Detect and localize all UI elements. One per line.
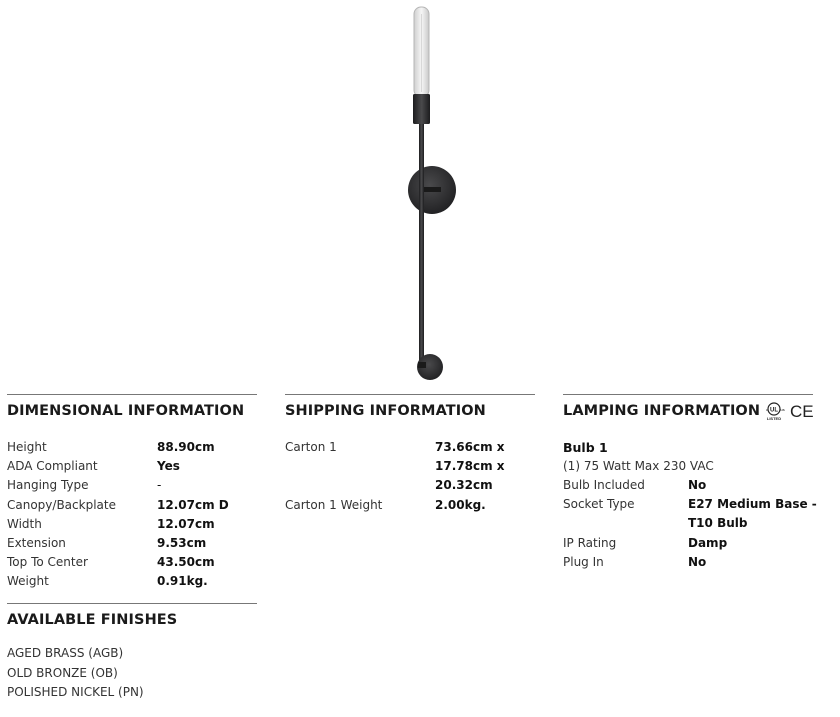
- spec-label: Canopy/Backplate: [7, 497, 116, 512]
- spec-value: Damp: [688, 535, 728, 550]
- finishes-list: [7, 644, 257, 703]
- spec-row-weight: [7, 572, 257, 591]
- spec-row-carton-1: [285, 438, 535, 496]
- lamping-heading: LAMPING INFORMATION: [563, 403, 761, 419]
- bulb: [414, 7, 429, 97]
- bulb-description: (1) 75 Watt Max 230 VAC: [563, 459, 714, 473]
- spec-value: 43.50cm: [157, 555, 215, 570]
- spec-row-hanging-type: [7, 476, 257, 495]
- spec-value: 2.00kg.: [435, 497, 486, 512]
- spec-row-width: [7, 515, 257, 534]
- spec-label: IP Rating: [563, 535, 617, 550]
- finish-item: AGED BRASS (AGB): [7, 646, 124, 660]
- section-divider: [7, 394, 257, 395]
- spec-label: ADA Compliant: [7, 459, 98, 474]
- spec-label: Carton 1: [285, 440, 337, 454]
- spec-row-ip-rating: [563, 534, 813, 553]
- ul-listed-icon: [766, 403, 785, 421]
- bulb-title: Bulb 1: [563, 440, 608, 455]
- finishes-section: [7, 603, 257, 703]
- spec-row-bulb-included: [563, 476, 813, 495]
- dimensional-section: [7, 394, 257, 592]
- spec-row-height: [7, 438, 257, 457]
- dimensional-heading: DIMENSIONAL INFORMATION: [7, 403, 245, 419]
- spec-value: 9.53cm: [157, 536, 207, 551]
- finish-item: POLISHED NICKEL (PN): [7, 685, 144, 699]
- spec-label: Socket Type: [563, 497, 635, 512]
- spec-value: 0.91kg.: [157, 574, 208, 589]
- spec-label: Weight: [7, 574, 49, 589]
- ce-mark-text: CE: [790, 402, 814, 421]
- spec-value: No: [688, 554, 707, 569]
- spec-value: 12.07cm D: [157, 497, 229, 512]
- spec-row-plug-in: [563, 553, 813, 572]
- spec-value: 73.66cm x 17.78cm x 20.32cm: [435, 440, 505, 493]
- section-divider: [563, 394, 813, 395]
- lamping-spec-list: [563, 476, 817, 572]
- spec-label: Hanging Type: [7, 478, 89, 493]
- spec-row-ada-compliant: [7, 457, 257, 476]
- spec-label: Carton 1 Weight: [285, 497, 383, 512]
- spec-label: Top To Center: [7, 555, 88, 570]
- spec-value: No: [688, 478, 707, 492]
- spec-row-top-to-center: [7, 553, 257, 572]
- dimensional-spec-list: [7, 438, 257, 592]
- section-divider: [285, 394, 535, 395]
- spec-label: Plug In: [563, 554, 604, 569]
- finishes-heading: AVAILABLE FINISHES: [7, 612, 178, 628]
- spec-value: 12.07cm: [157, 516, 215, 531]
- certification-logos: [762, 400, 818, 422]
- spec-row-carton-1-weight: [285, 496, 535, 515]
- backplate-disc: [408, 166, 456, 214]
- spec-value: Yes: [157, 459, 180, 474]
- spec-label: Height: [7, 440, 47, 454]
- ce-mark-icon: [790, 402, 814, 421]
- svg-text:c: c: [766, 407, 768, 412]
- socket: [413, 94, 430, 124]
- finish-item: OLD BRONZE (OB): [7, 665, 118, 680]
- spec-value: E27 Medium Base - T10 Bulb: [688, 497, 817, 531]
- shipping-spec-list: [285, 438, 535, 515]
- spec-row-canopy: [7, 496, 257, 515]
- spec-row-socket-type: [563, 495, 817, 533]
- spec-row-extension: [7, 534, 257, 553]
- spec-value: -: [157, 478, 162, 493]
- spec-label: Bulb Included: [563, 478, 645, 492]
- lamping-section: [563, 394, 817, 572]
- section-divider: [7, 603, 257, 604]
- shipping-section: [285, 394, 535, 515]
- bottom-disc: [417, 354, 443, 380]
- stem-rod: [419, 124, 424, 369]
- spec-value: 88.90cm: [157, 440, 215, 454]
- svg-text:UL: UL: [770, 407, 778, 414]
- shipping-heading: SHIPPING INFORMATION: [285, 403, 486, 419]
- ul-listed-text: LISTED: [766, 416, 782, 421]
- spec-label: Extension: [7, 536, 66, 551]
- spec-label: Width: [7, 516, 42, 531]
- svg-text:us: us: [780, 407, 785, 412]
